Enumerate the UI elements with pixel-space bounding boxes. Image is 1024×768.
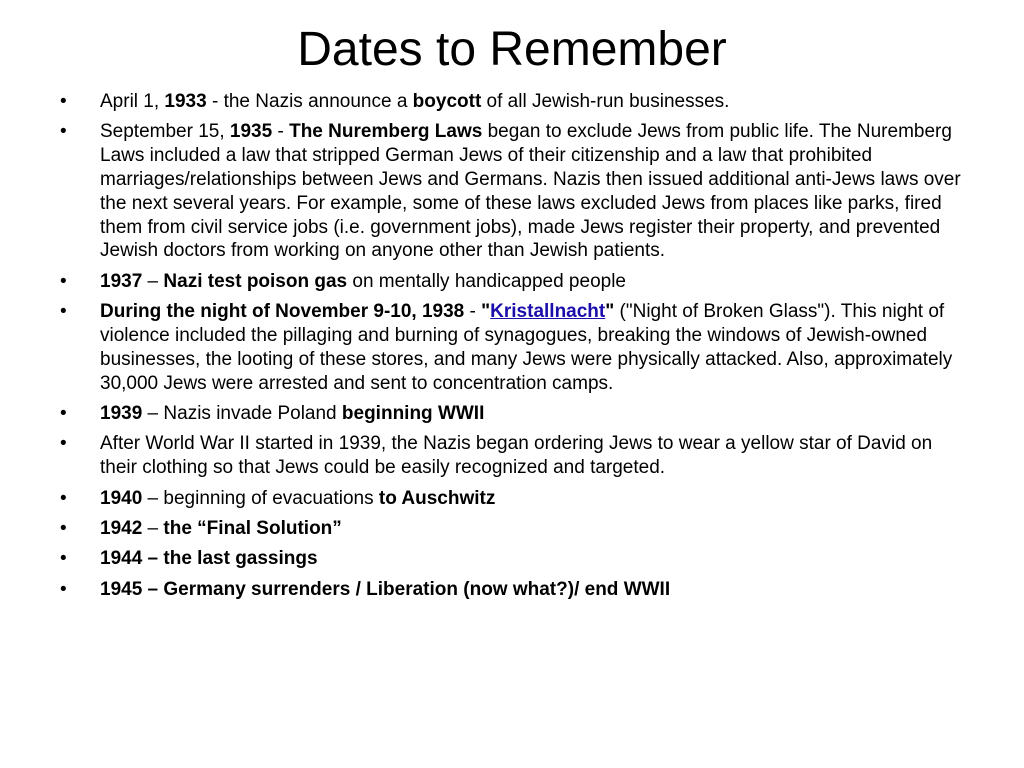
bullet-item [58, 270, 970, 294]
bullet-text-bold: boycott [412, 91, 482, 112]
bullet-item [58, 517, 970, 541]
bullet-text: – beginning of evacuations [142, 487, 379, 509]
bullet-text: - [464, 301, 482, 323]
bullet-dot-icon: • [60, 301, 67, 323]
bullet-item [58, 402, 970, 426]
bullet-item [58, 90, 970, 114]
bullet-text-bold: beginning WWII [341, 402, 485, 424]
bullet-item [58, 300, 970, 395]
bullet-text-bold: During the night of November 9-10, 1938 [100, 301, 465, 323]
bullet-dot-icon: • [60, 548, 67, 570]
bullet-text-bold: Nazi test poison gas [163, 270, 348, 292]
bullet-text-bold: 1940 [100, 487, 143, 509]
bullet-dot-icon: • [60, 121, 67, 143]
bullet-list [58, 90, 970, 608]
bullet-text-bold: 1944 – the last gassings [100, 548, 318, 570]
bullet-text: - the Nazis announce a [206, 91, 413, 112]
bullet-text-bold: the “Final Solution” [163, 517, 342, 539]
bullet-text-bold: The Nuremberg Laws [289, 121, 483, 143]
page-title: Dates to Remember [297, 23, 727, 76]
bullet-dot-icon: • [60, 487, 67, 509]
bullet-text-bold: 1945 – Germany surrenders / Liberation (now what?)/ end WWII [100, 578, 671, 600]
bullet-text-bold: 1942 [100, 517, 143, 539]
bullet-text: on mentally handicapped people [347, 270, 626, 292]
bullet-text-bold: to Auschwitz [378, 487, 496, 509]
bullet-text: April 1, [100, 91, 165, 112]
bullet-text: September 15, [100, 121, 230, 143]
bullet-dot-icon: • [60, 91, 67, 112]
bullet-text-bold: 1937 [100, 270, 143, 292]
bullet-text-bold: 1933 [164, 91, 207, 112]
bullet-text: of all Jewish-run businesses. [481, 91, 730, 112]
bullet-text: began to exclude Jews from public life. The Nuremberg Laws included a law that stripped German Jews of their citizenship and a law that prohibited marriages/relationships between Jews and Germans. Nazis then issued additional anti-Jews laws over the next several years. For example, some of these laws excluded Jews from places like parks, fired them from civil service jobs (i.e. government jobs), made Jews register their property, and prevented Jewish doctors from working on anyone other than Jewish patients. [100, 121, 961, 262]
bullet-item [58, 547, 970, 571]
bullet-text-bold: " [481, 301, 491, 323]
bullet-text: – [142, 517, 164, 539]
kristallnacht-link[interactable]: Kristallnacht [490, 301, 606, 323]
bullet-item [58, 120, 970, 263]
bullet-text: – [142, 270, 164, 292]
bullet-text: ("Night of Broken Glass"). This night of violence included the pillaging and burning of synagogues, breaking the windows of Jewish-owned businesses, the looting of these stores, and many Jews were physically attacked. Also, approximately 30,000 Jews were arrested and sent to concentration camps. [100, 301, 953, 394]
bullet-dot-icon: • [60, 433, 67, 455]
bullet-dot-icon: • [60, 578, 67, 600]
bullet-text: - [272, 121, 290, 143]
bullet-text-bold: " [605, 301, 615, 323]
bullet-text-bold: 1935 [229, 121, 273, 143]
bullet-text: – Nazis invade Poland [142, 402, 342, 424]
bullet-text: After World War II started in 1939, the Nazis began ordering Jews to wear a yellow star of David on their clothing so that Jews could be easily recognized and targeted. [100, 433, 933, 479]
bullet-item [58, 487, 970, 511]
bullet-dot-icon: • [60, 402, 67, 424]
bullet-item [58, 432, 970, 480]
bullet-dot-icon: • [60, 270, 67, 292]
bullet-item [58, 578, 970, 602]
bullet-dot-icon: • [60, 517, 67, 539]
bullet-text-bold: 1939 [100, 402, 143, 424]
